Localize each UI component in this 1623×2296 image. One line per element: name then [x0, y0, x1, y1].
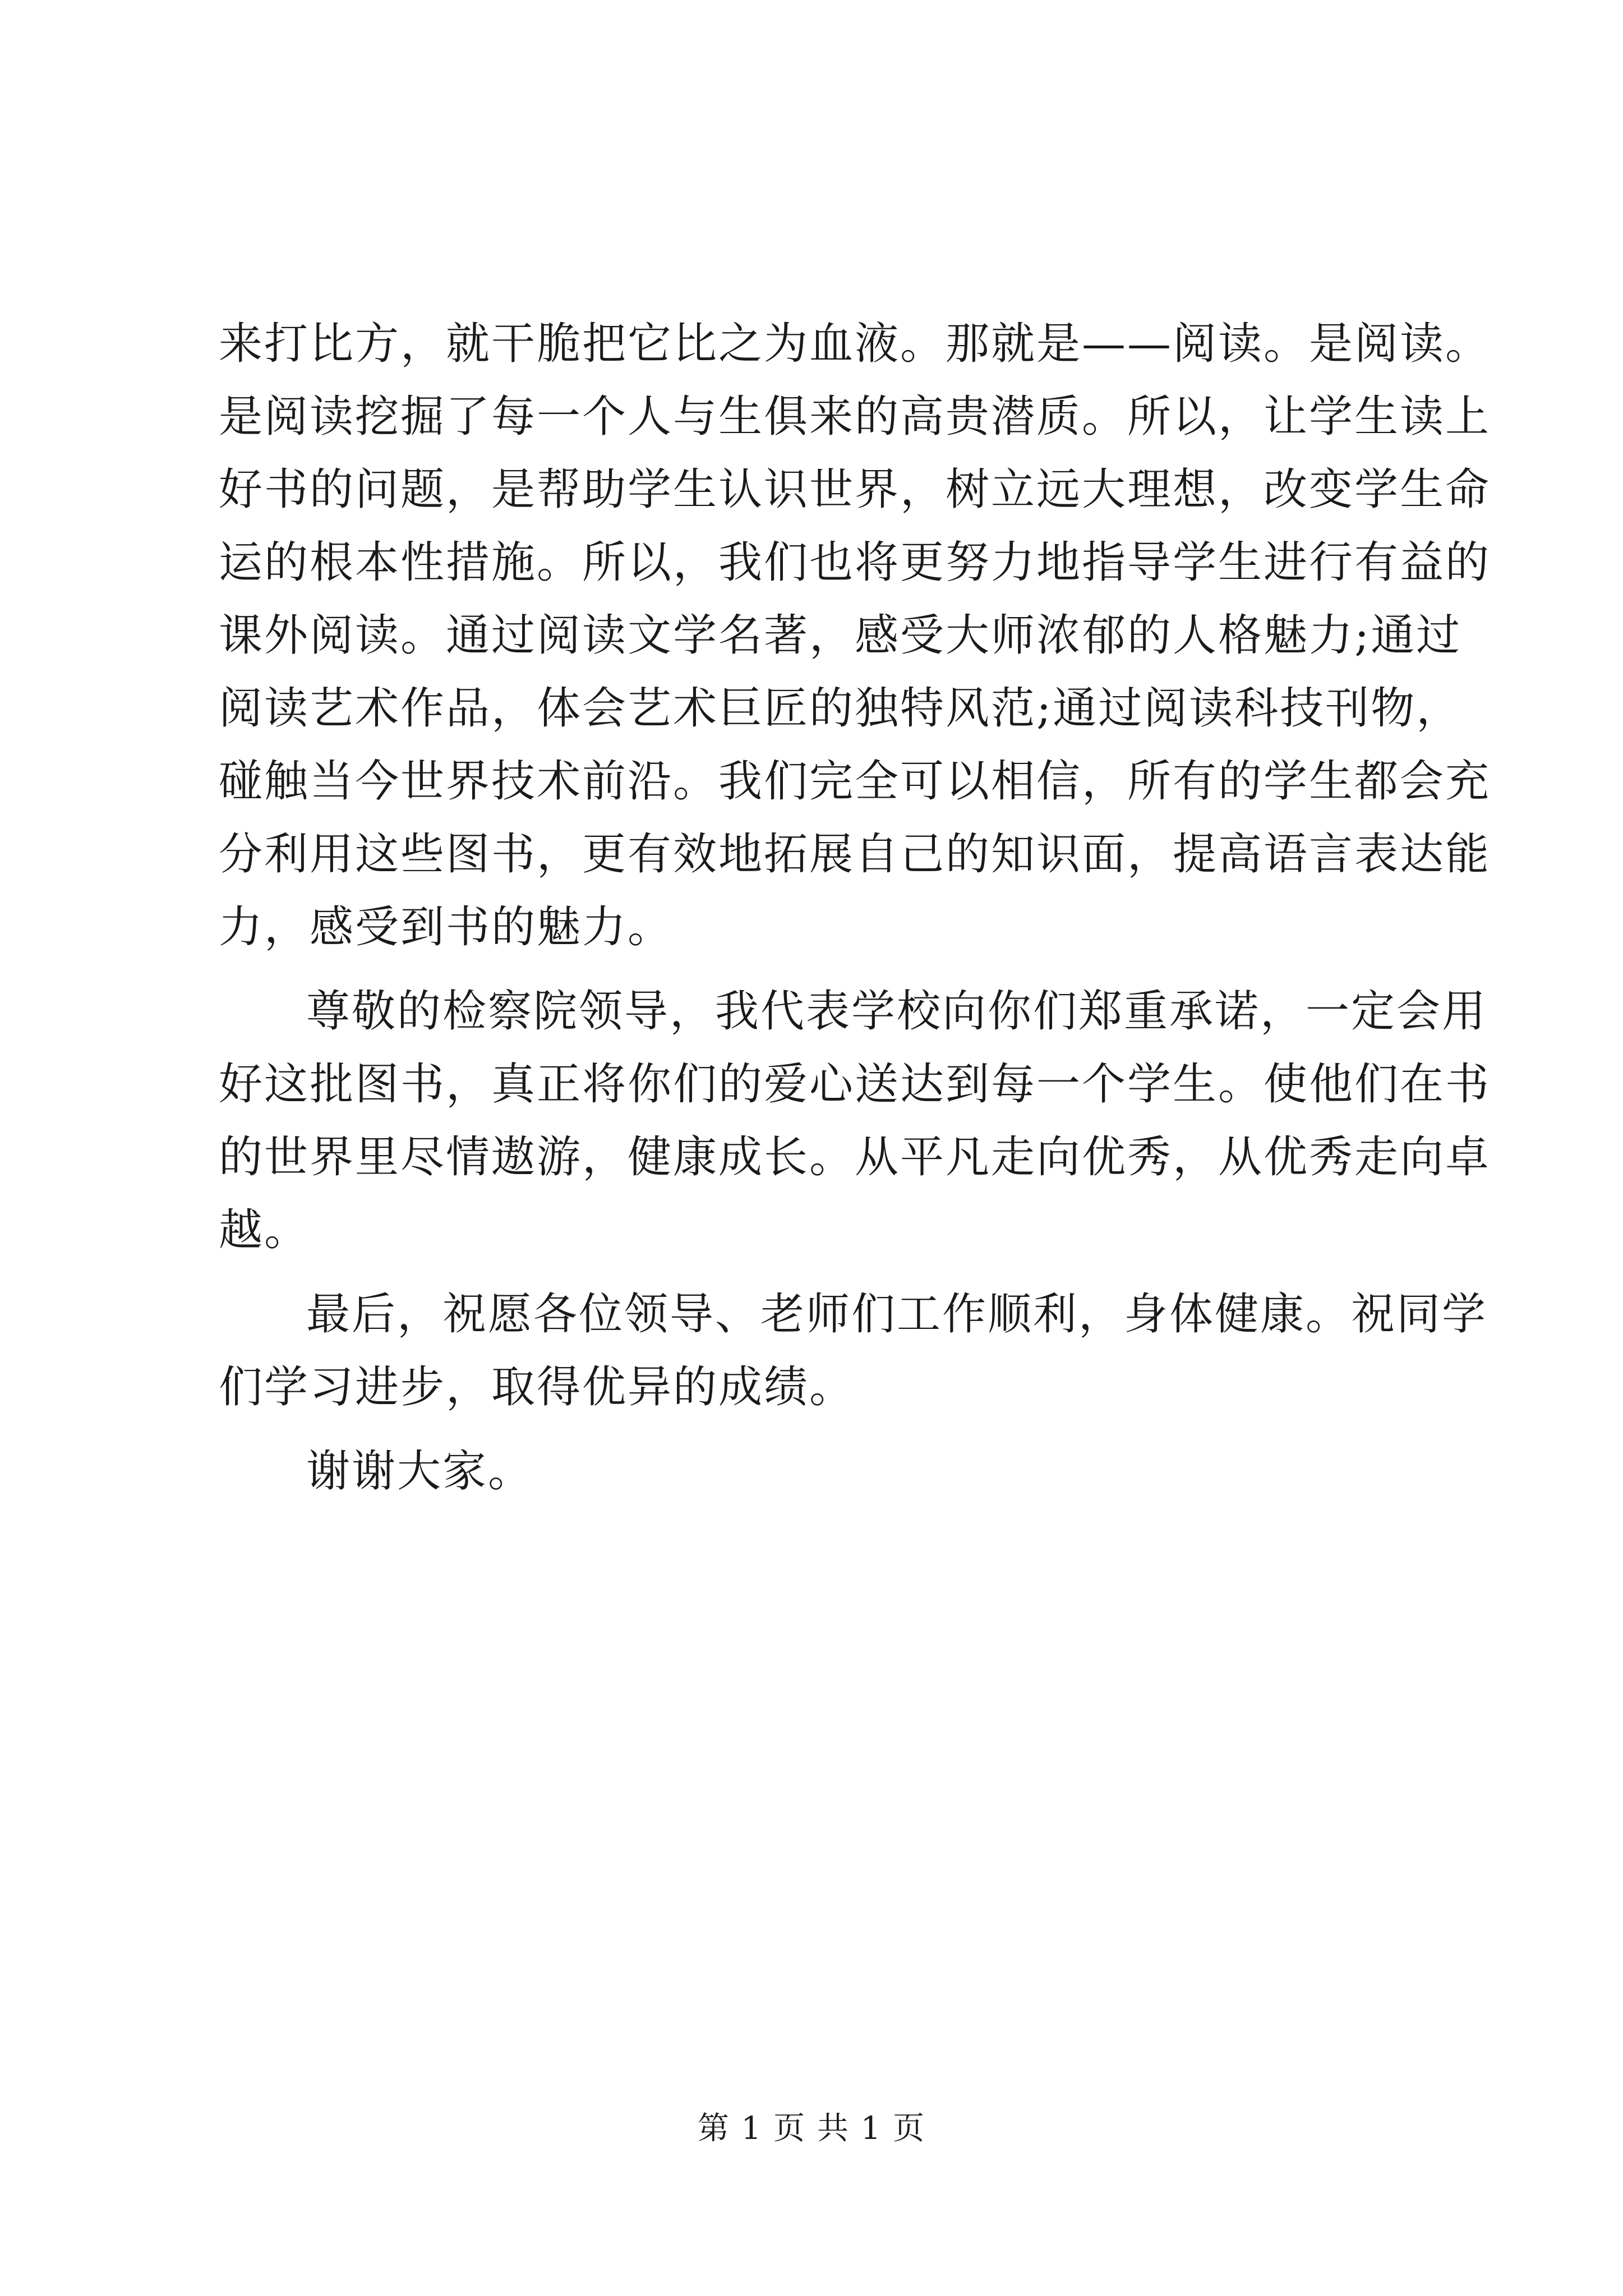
- paragraph: [219, 1435, 1413, 1508]
- text-line: 谢谢大家。: [306, 1446, 534, 1497]
- page-footer: [0, 2109, 1623, 2148]
- text-line: 阅读艺术作品，体会艺术巨匠的独特风范;通过阅读科技刊物，: [219, 683, 1462, 734]
- text-line: 碰触当今世界技术前沿。我们完全可以相信，所有的学生都会充: [219, 756, 1491, 807]
- paragraph-spacer: [219, 964, 1413, 975]
- text-line: 尊敬的检察院领导，我代表学校向你们郑重承诺，一定会用: [306, 986, 1488, 1037]
- text-line: 运的根本性措施。所以，我们也将更努力地指导学生进行有益的: [219, 537, 1491, 588]
- text-line: 的世界里尽情遨游，健康成长。从平凡走向优秀，从优秀走向卓: [219, 1132, 1491, 1182]
- text-line: 好书的问题，是帮助学生认识世界，树立远大理想，改变学生命: [219, 464, 1491, 515]
- text-line: 最后，祝愿各位领导、老师们工作顺利，身体健康。祝同学: [306, 1289, 1488, 1340]
- paragraph-spacer: [219, 1267, 1413, 1278]
- page-number-label: 第 1 页 共 1 页: [697, 2110, 926, 2147]
- text-line: 力，感受到书的魅力。: [219, 902, 674, 953]
- text-line: 是阅读挖掘了每一个人与生俱来的高贵潜质。所以，让学生读上: [219, 392, 1491, 442]
- paragraph: [219, 975, 1491, 1267]
- paragraph: [219, 1278, 1488, 1424]
- text-line: 们学习进步，取得优异的成绩。: [219, 1362, 855, 1412]
- text-line: 越。: [219, 1205, 310, 1255]
- text-line: 课外阅读。通过阅读文学名著，感受大师浓郁的人格魅力;通过: [219, 610, 1462, 661]
- paragraph: [219, 307, 1491, 964]
- paragraph-spacer: [219, 1424, 1413, 1435]
- text-line: 分利用这些图书，更有效地拓展自己的知识面，提高语言表达能: [219, 829, 1491, 880]
- text-line: 来打比方，就干脆把它比之为血液。那就是——阅读。是阅读。: [219, 319, 1491, 369]
- document-body: [219, 307, 1491, 1508]
- text-line: 好这批图书，真正将你们的爱心送达到每一个学生。使他们在书: [219, 1059, 1491, 1110]
